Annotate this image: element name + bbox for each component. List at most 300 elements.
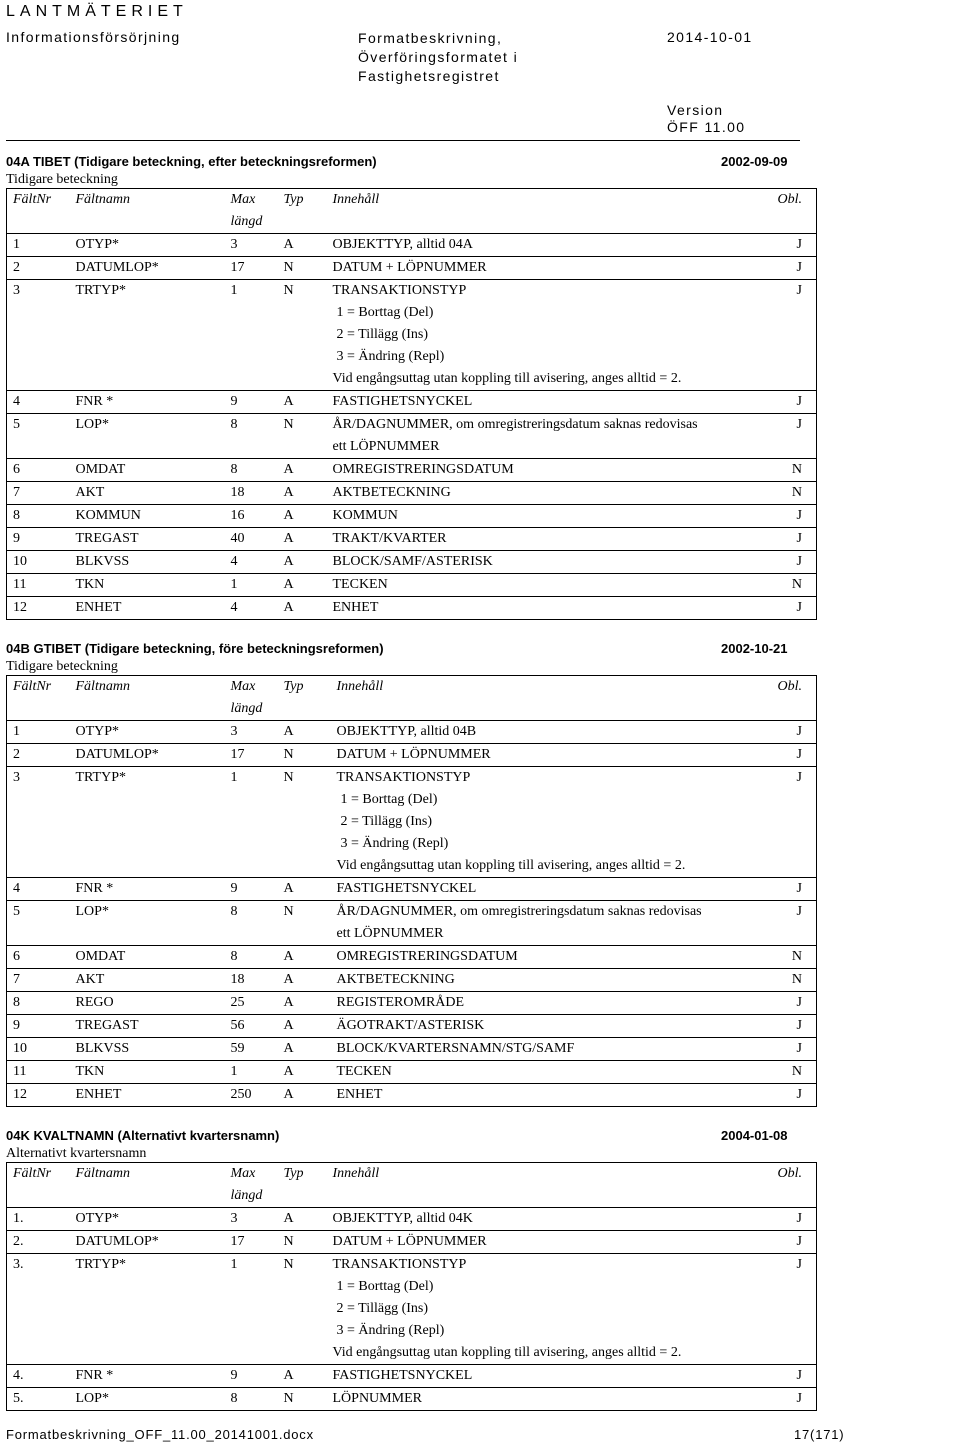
column-header-innehall: Innehåll [327,189,713,234]
field-obligatory: J [713,414,817,459]
field-content-line: 3 = Ändring (Repl) [336,349,445,364]
field-content-line: FASTIGHETSNYCKEL [332,394,473,409]
field-content-line: OMREGISTRERINGSDATUM [336,949,518,964]
field-name: ENHET [70,597,225,620]
field-content-line: 1 = Borttag (Del) [336,1279,434,1294]
record-section-04b [6,641,816,1107]
column-header-max: Max [230,192,256,207]
version-number: ÖFF 11.00 [667,119,746,135]
field-max-length: 8 [225,946,278,969]
column-header-max-langd [225,1163,278,1208]
field-type: N [278,414,327,459]
section-subtitle: Alternativt kvartersnamn [6,1146,147,1161]
table-header-row [7,676,817,721]
field-number: 4 [7,878,70,901]
field-number: 8 [7,505,70,528]
field-max-length: 9 [225,878,278,901]
field-content-line: BLOCK/KVARTERSNAMN/STG/SAMF [336,1041,575,1056]
field-content-line: ett LÖPNUMMER [332,439,440,454]
field-obligatory: J [713,391,817,414]
field-content-line: 3 = Ändring (Repl) [340,836,449,851]
column-header-innehall: Innehåll [327,1163,713,1208]
field-content [327,257,713,280]
field-type: A [278,597,327,620]
field-content-line: 1 = Borttag (Del) [336,305,434,320]
footer-filename: Formatbeskrivning_OFF_11.00_20141001.docx [6,1427,314,1442]
org-name: LANTMÄTERIET [6,3,188,20]
field-content-line: LÖPNUMMER [332,1391,422,1406]
field-content-line: REGISTEROMRÅDE [336,995,465,1010]
field-content [331,878,718,901]
field-content-line: ENHET [336,1087,383,1102]
field-content [327,459,713,482]
table-row [7,414,817,459]
field-max-length: 17 [225,744,278,767]
field-content [331,901,718,946]
field-type: A [278,551,327,574]
field-number: 12 [7,597,70,620]
column-header-max-langd [225,189,278,234]
field-max-length: 8 [225,459,278,482]
field-obligatory: N [713,574,817,597]
table-row [7,992,817,1015]
record-section-04a [6,154,816,620]
field-obligatory: J [718,767,817,878]
field-name: DATUMLOP* [70,1231,225,1254]
field-type: N [278,280,327,391]
table-row [7,551,817,574]
field-obligatory: N [713,459,817,482]
field-max-length: 4 [225,551,278,574]
field-type: A [278,878,331,901]
field-max-length: 59 [225,1038,278,1061]
document-title [358,29,518,86]
document-title-line: Överföringsformatet i [358,49,519,65]
section-heading [6,1128,816,1146]
footer-page-number: 17(171) [794,1427,845,1442]
field-content-line: TRANSAKTIONSTYP [332,283,467,298]
field-number: 12 [7,1084,70,1107]
field-content-line: FASTIGHETSNYCKEL [332,1368,473,1383]
field-max-length: 17 [225,1231,278,1254]
field-content-line: ÄGOTRAKT/ASTERISK [336,1018,485,1033]
field-max-length: 9 [225,391,278,414]
field-max-length: 25 [225,992,278,1015]
field-type: A [278,528,327,551]
field-content [327,234,713,257]
field-content [327,597,713,620]
field-obligatory: J [713,280,817,391]
field-name: FNR * [70,1365,225,1388]
field-content [327,482,713,505]
column-header-langd: längd [230,214,263,229]
document-date: 2014-10-01 [667,29,753,45]
field-max-length: 1 [225,574,278,597]
section-heading [6,154,816,172]
field-number: 7 [7,482,70,505]
field-content-line: FASTIGHETSNYCKEL [336,881,477,896]
table-row [7,1388,817,1411]
table-row [7,597,817,620]
field-obligatory: J [713,505,817,528]
field-obligatory: J [718,744,817,767]
section-title: 04K KVALTNAMN (Alternativt kvartersnamn) [6,1128,280,1143]
column-header-faltnamn: Fältnamn [70,189,225,234]
field-type: N [278,901,331,946]
field-max-length: 18 [225,482,278,505]
field-name: REGO [70,992,225,1015]
field-number: 3 [7,280,70,391]
section-subtitle: Tidigare beteckning [6,659,118,674]
field-obligatory: J [718,878,817,901]
table-row [7,1254,817,1365]
table-row [7,528,817,551]
field-content-line: TECKEN [336,1064,392,1079]
field-type: A [278,721,331,744]
table-row [7,459,817,482]
field-table [6,675,817,1107]
table-row [7,391,817,414]
field-name: TRTYP* [70,1254,225,1365]
field-content [331,744,718,767]
field-number: 7 [7,969,70,992]
field-type: A [278,946,331,969]
field-content-line: OBJEKTTYP, alltid 04B [336,724,477,739]
field-content-line: Vid engångsuttag utan koppling till avisering, anges alltid = 2. [332,371,682,386]
field-obligatory: J [718,1015,817,1038]
table-row [7,721,817,744]
field-name: OTYP* [70,1208,225,1231]
column-header-max: Max [230,679,256,694]
column-header-typ: Typ [278,189,327,234]
field-obligatory: J [713,257,817,280]
table-row [7,744,817,767]
field-content-line: DATUM + LÖPNUMMER [332,260,487,275]
field-type: A [278,1038,331,1061]
field-content-line: 2 = Tillägg (Ins) [340,814,433,829]
field-content [327,528,713,551]
field-content-line: OBJEKTTYP, alltid 04A [332,237,473,252]
field-type: N [278,1231,327,1254]
field-content-line: ÅR/DAGNUMMER, om omregistreringsdatum saknas redovisas [332,417,698,432]
field-name: FNR * [70,878,225,901]
field-content-line: KOMMUN [332,508,398,523]
field-content [327,1388,713,1411]
section-heading [6,641,816,659]
table-header-row [7,1163,817,1208]
field-type: A [278,1208,327,1231]
field-type: A [278,505,327,528]
field-name: AKT [70,969,225,992]
section-subtitle: Tidigare beteckning [6,172,118,187]
field-number: 3. [7,1254,70,1365]
field-content-line: Vid engångsuttag utan koppling till avisering, anges alltid = 2. [332,1345,682,1360]
field-content-line: DATUM + LÖPNUMMER [332,1234,487,1249]
department: Informationsförsörjning [6,29,181,45]
column-header-obl: Obl. [718,676,817,721]
field-name: TKN [70,574,225,597]
table-row [7,1208,817,1231]
column-header-faltnamn: Fältnamn [70,676,225,721]
field-number: 6 [7,459,70,482]
field-content-line: OBJEKTTYP, alltid 04K [332,1211,473,1226]
field-content [327,1365,713,1388]
field-content [327,391,713,414]
column-header-faltnr: FältNr [7,676,70,721]
field-name: OTYP* [70,234,225,257]
field-obligatory: J [713,528,817,551]
field-content [327,505,713,528]
field-obligatory: J [718,992,817,1015]
field-type: A [278,1365,327,1388]
field-max-length: 16 [225,505,278,528]
column-header-langd: längd [230,701,263,716]
field-content-line: AKTBETECKNING [336,972,455,987]
field-type: N [278,1254,327,1365]
field-type: A [278,1061,331,1084]
table-row [7,767,817,878]
version-block [667,102,745,136]
table-header-row [7,189,817,234]
table-row [7,257,817,280]
column-header-innehall: Innehåll [331,676,718,721]
field-content-line: TRANSAKTIONSTYP [332,1257,467,1272]
table-row [7,1365,817,1388]
field-max-length: 56 [225,1015,278,1038]
field-obligatory: J [713,597,817,620]
field-max-length: 18 [225,969,278,992]
field-content [331,969,718,992]
field-content [331,946,718,969]
field-number: 2 [7,744,70,767]
field-max-length: 3 [225,721,278,744]
field-obligatory: J [713,234,817,257]
field-type: N [278,1388,327,1411]
table-row [7,505,817,528]
document-title-line: Formatbeskrivning, [358,30,503,46]
field-name: FNR * [70,391,225,414]
field-content-line: 3 = Ändring (Repl) [336,1323,445,1338]
field-name: LOP* [70,901,225,946]
table-row [7,1231,817,1254]
field-type: A [278,1084,331,1107]
table-row [7,1015,817,1038]
field-name: TKN [70,1061,225,1084]
field-name: OMDAT [70,459,225,482]
field-number: 4. [7,1365,70,1388]
field-number: 10 [7,551,70,574]
table-row [7,280,817,391]
field-name: ENHET [70,1084,225,1107]
field-obligatory: N [713,482,817,505]
field-number: 11 [7,574,70,597]
field-obligatory: J [713,1388,817,1411]
field-table [6,188,817,620]
field-content-line: OMREGISTRERINGSDATUM [332,462,514,477]
field-name: TREGAST [70,1015,225,1038]
field-obligatory: J [718,1038,817,1061]
field-name: BLKVSS [70,551,225,574]
field-table [6,1162,817,1411]
field-content-line: BLOCK/SAMF/ASTERISK [332,554,493,569]
field-name: AKT [70,482,225,505]
table-row [7,234,817,257]
field-obligatory: N [718,1061,817,1084]
field-name: TREGAST [70,528,225,551]
field-max-length: 1 [225,767,278,878]
field-number: 11 [7,1061,70,1084]
field-content [331,767,718,878]
table-row [7,1038,817,1061]
table-row [7,878,817,901]
table-row [7,1084,817,1107]
field-content-line: TRANSAKTIONSTYP [336,770,471,785]
column-header-obl: Obl. [713,1163,817,1208]
table-row [7,901,817,946]
field-content-line: ENHET [332,600,379,615]
field-content-line: AKTBETECKNING [332,485,451,500]
column-header-faltnr: FältNr [7,1163,70,1208]
field-name: BLKVSS [70,1038,225,1061]
column-header-max: Max [230,1166,256,1181]
field-number: 10 [7,1038,70,1061]
field-content-line: TECKEN [332,577,388,592]
field-name: LOP* [70,1388,225,1411]
field-number: 9 [7,1015,70,1038]
field-type: A [278,234,327,257]
field-number: 6 [7,946,70,969]
column-header-typ: Typ [278,1163,327,1208]
record-section-04k [6,1128,816,1411]
field-content [327,280,713,391]
field-max-length: 1 [225,280,278,391]
field-content [327,1254,713,1365]
field-obligatory: N [718,946,817,969]
field-max-length: 8 [225,901,278,946]
field-content-line: ett LÖPNUMMER [336,926,444,941]
field-number: 9 [7,528,70,551]
field-obligatory: J [713,1254,817,1365]
field-number: 4 [7,391,70,414]
column-header-faltnr: FältNr [7,189,70,234]
field-name: DATUMLOP* [70,257,225,280]
section-date: 2002-09-09 [721,154,788,169]
table-row [7,969,817,992]
field-type: A [278,391,327,414]
field-obligatory: J [718,1084,817,1107]
field-obligatory: J [713,1208,817,1231]
field-max-length: 250 [225,1084,278,1107]
field-type: A [278,482,327,505]
column-header-max-langd [225,676,278,721]
column-header-obl: Obl. [713,189,817,234]
field-content-line: ÅR/DAGNUMMER, om omregistreringsdatum saknas redovisas [336,904,702,919]
field-max-length: 3 [225,1208,278,1231]
field-number: 1 [7,721,70,744]
field-max-length: 40 [225,528,278,551]
field-max-length: 3 [225,234,278,257]
field-number: 2. [7,1231,70,1254]
field-obligatory: J [713,1365,817,1388]
field-content [327,1208,713,1231]
field-content-line: 2 = Tillägg (Ins) [336,327,429,342]
field-content [327,574,713,597]
section-title: 04B GTIBET (Tidigare beteckning, före beteckningsreformen) [6,641,384,656]
field-type: N [278,257,327,280]
field-obligatory: N [718,969,817,992]
field-content-line: DATUM + LÖPNUMMER [336,747,491,762]
field-name: KOMMUN [70,505,225,528]
field-obligatory: J [713,1231,817,1254]
field-content [331,1038,718,1061]
field-obligatory: J [718,901,817,946]
field-name: DATUMLOP* [70,744,225,767]
field-number: 5. [7,1388,70,1411]
field-max-length: 1 [225,1061,278,1084]
field-type: A [278,459,327,482]
field-number: 2 [7,257,70,280]
field-content-line: 2 = Tillägg (Ins) [336,1301,429,1316]
field-type: A [278,969,331,992]
field-content [327,551,713,574]
field-content [331,1015,718,1038]
field-content-line: Vid engångsuttag utan koppling till avisering, anges alltid = 2. [336,858,686,873]
field-number: 1 [7,234,70,257]
field-content [331,1061,718,1084]
column-header-faltnamn: Fältnamn [70,1163,225,1208]
document-title-line: Fastighetsregistret [358,68,500,84]
version-label: Version [667,102,724,118]
field-max-length: 8 [225,414,278,459]
field-type: N [278,744,331,767]
field-type: A [278,574,327,597]
column-header-langd: längd [230,1188,263,1203]
field-name: LOP* [70,414,225,459]
field-obligatory: J [713,551,817,574]
field-content [331,721,718,744]
section-date: 2004-01-08 [721,1128,788,1143]
table-row [7,482,817,505]
field-number: 3 [7,767,70,878]
field-name: TRTYP* [70,767,225,878]
field-type: A [278,992,331,1015]
field-content [331,1084,718,1107]
section-title: 04A TIBET (Tidigare beteckning, efter beteckningsreformen) [6,154,377,169]
field-content [327,1231,713,1254]
field-content [331,992,718,1015]
header-rule [6,140,800,141]
field-max-length: 17 [225,257,278,280]
column-header-typ: Typ [278,676,331,721]
field-number: 5 [7,414,70,459]
field-content-line: TRAKT/KVARTER [332,531,447,546]
field-max-length: 1 [225,1254,278,1365]
field-name: OTYP* [70,721,225,744]
table-row [7,1061,817,1084]
field-type: A [278,1015,331,1038]
table-row [7,574,817,597]
field-max-length: 9 [225,1365,278,1388]
field-max-length: 4 [225,597,278,620]
field-name: OMDAT [70,946,225,969]
field-obligatory: J [718,721,817,744]
field-content [327,414,713,459]
table-row [7,946,817,969]
field-type: N [278,767,331,878]
field-number: 8 [7,992,70,1015]
section-date: 2002-10-21 [721,641,788,656]
field-number: 1. [7,1208,70,1231]
